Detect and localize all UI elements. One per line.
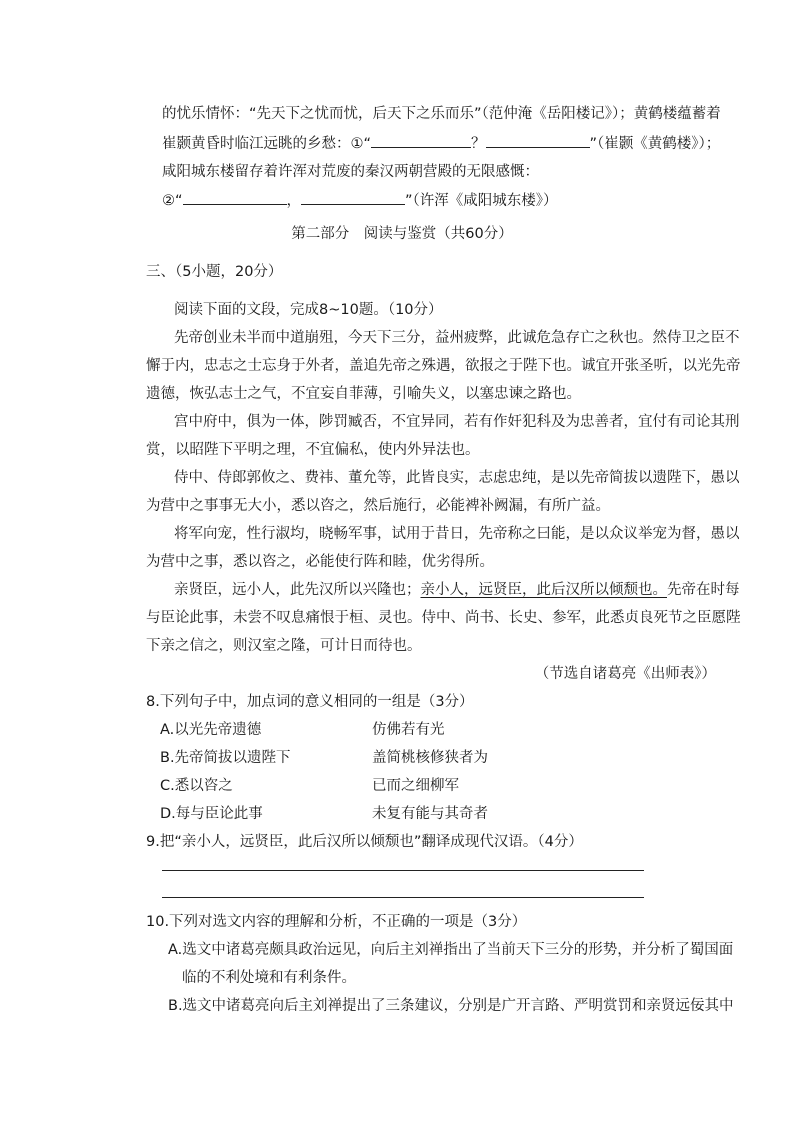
passage-source: （节选自诸葛亮《出师表》） [534,666,716,682]
section3-header: 三、（5小题，20分） [146,264,283,280]
answer-blank-2a[interactable] [183,190,287,205]
passage-p5-line-2: 与臣论此事，未尝不叹息痛恨于桓、灵也。侍中、尚书、长史、参军，此悉贞良死节之臣愿陛 [146,610,741,626]
intro-line-2-suffix: ”（崔颢《黄鹤楼》）； [589,136,721,152]
passage-p3-line-2: 为营中之事事无大小，悉以咨之，然后施行，必能裨补阙漏，有所广益。 [146,498,610,514]
q10-stem: 10.下列对选文内容的理解和分析，不正确的一项是（3分） [146,914,527,930]
intro-line-2-prefix: 崔颢黄昏时临江远眺的乡愁：①“ [162,136,372,152]
q9-stem: 9.把“亲小人，远贤臣，此后汉所以倾颓也”翻译成现代汉语。（4分） [146,834,583,850]
passage-p5-line-3: 下亲之信之，则汉室之隆，可计日而待也。 [146,638,422,654]
q8-option-d-right: 未复有能与其奇者 [372,806,488,822]
passage-p1-line-1: 先帝创业未半而中道崩殂，今天下三分，益州疲弊，此诚危急存亡之秋也。然侍卫之臣不 [174,330,740,346]
passage-p2-line-1: 宫中府中，俱为一体，陟罚臧否，不宜异同，若有作奸犯科及为忠善者，宜付有司论其刑 [174,414,740,430]
passage-p2-line-2: 赏，以昭陛下平明之理，不宜偏私，使内外异法也。 [146,442,480,458]
answer-blank-1b[interactable] [486,133,590,148]
intro-line-1: 的忧乐情怀：“先天下之忧而忧，后天下之乐而乐”（范仲淹《岳阳楼记》）；黄鹤楼蕴蓄着 [162,106,721,122]
underlined-sentence: 亲小人，远贤臣，此后汉所以倾颓也。 [420,582,667,598]
q10-option-a-line-1: A.选文中诸葛亮颇具政治远见，向后主刘禅指出了当前天下三分的形势，并分析了蜀国面 [168,942,734,958]
answer-blank-1a[interactable] [371,133,471,148]
intro-line-4-comma: ， [286,193,302,209]
answer-line-2[interactable] [162,897,644,898]
intro-line-4-prefix: ②“ [162,193,183,209]
passage-p5-pre: 亲贤臣，远小人，此先汉所以兴隆也； [174,582,421,598]
q8-option-a-left: A.以光先帝遗德 [160,722,262,738]
passage-p3-line-1: 侍中、侍郎郭攸之、费祎、董允等，此皆良实，志虑忠纯，是以先帝简拔以遗陛下，愚以 [174,470,740,486]
q8-option-c-left: C.悉以咨之 [160,778,233,794]
q8-option-c-right: 已而之细柳军 [372,778,459,794]
intro-line-4-suffix: ”（许浑《咸阳城东楼》） [405,193,558,209]
passage-p5-post: 先帝在时每 [667,582,740,598]
intro-line-2 [162,133,720,154]
q8-option-b-right: 盖简桃核修狭者为 [372,750,488,766]
intro-line-2-question: ？ [471,136,486,152]
answer-blank-2b[interactable] [301,190,405,205]
passage-p1-line-2: 懈于内，忠志之士忘身于外者，盖追先帝之殊遇，欲报之于陛下也。诚宜开张圣听，以光先帝 [146,358,741,374]
reading-instruction: 阅读下面的文段，完成8~10题。（10分） [174,302,443,318]
q8-stem: 8.下列句子中，加点词的意义相同的一组是（3分） [146,694,474,710]
q8-option-d-left: D.每与臣论此事 [160,806,263,822]
answer-line-1[interactable] [162,870,644,871]
q8-option-b-left: B.先帝简拔以遗陛下 [160,750,291,766]
part2-title [0,224,794,244]
q10-option-b-line-1: B.选文中诸葛亮向后主刘禅提出了三条建议，分别是广开言路、严明赏罚和亲贤远佞其中 [168,998,734,1014]
q8-option-a-right: 仿佛若有光 [372,722,445,738]
passage-p4-line-1: 将军向宠，性行淑均，晓畅军事，试用于昔日，先帝称之曰能，是以众议举宠为督，愚以 [174,526,740,542]
q10-option-a-line-2: 临的不利处境和有利条件。 [182,970,356,986]
passage-p4-line-2: 为营中之事，悉以咨之，必能使行阵和睦，优劣得所。 [146,554,494,570]
part2-title-text: 第二部分 阅读与鉴赏（共60分） [291,226,513,242]
passage-p1-line-3: 遗德，恢弘志士之气，不宜妄自菲薄，引喻失义，以塞忠谏之路也。 [146,386,581,402]
passage-p5-line-1 [174,580,740,600]
intro-line-3: 咸阳城东楼留存着许浑对荒废的秦汉两朝营殿的无限感慨： [162,164,539,180]
intro-line-4 [162,190,558,211]
